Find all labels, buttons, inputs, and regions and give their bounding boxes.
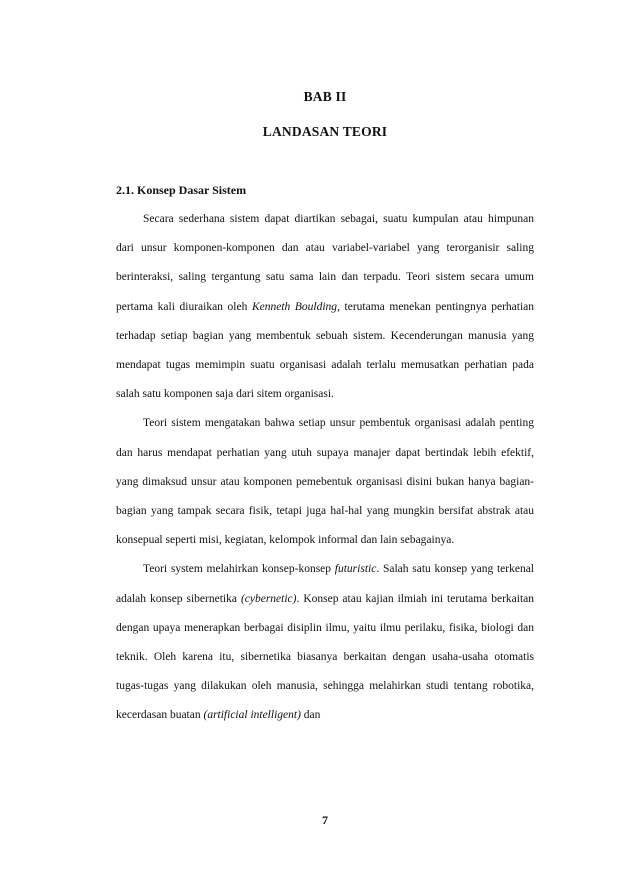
paragraph-1-text-1: Secara sederhana sistem dapat diartikan sebagai, suatu kumpulan atau himpunan dari unsur komponen-komponen dan atau variabel-variabel yang terorganisir saling berinteraksi, saling tergantung satu sama lain dan terpadu. Teori sistem secara umum pertama kali diuraikan oleh <box>116 213 534 313</box>
paragraph-3-text-1: Teori system melahirkan konsep-konsep <box>143 563 335 576</box>
paragraph-3-text-3: . Konsep atau kajian ilmiah ini terutama berkaitan dengan upaya menerapkan berbagai disiplin ilmu, yaitu ilmu perilaku, fisika, biologi dan teknik. Oleh karena itu, sibernetika biasanya berkaitan dengan usaha-usaha otomatis tugas-tugas yang dilakukan oleh manusia, sehingga melahirkan studi tentang robotika, kecerdasan buatan <box>116 592 535 722</box>
paragraph-2 <box>116 409 534 555</box>
author-name-emphasis: Kenneth Boulding <box>251 300 338 313</box>
body-text <box>116 205 534 731</box>
paragraph-3 <box>116 555 534 730</box>
paragraph-1 <box>116 205 534 409</box>
section-heading: 2.1. Konsep Dasar Sistem <box>116 183 247 197</box>
page-number: 7 <box>322 813 328 827</box>
artificial-intelligent-emphasis: (artificial intelligent) <box>203 709 301 722</box>
cybernetic-emphasis: (cybernetic) <box>240 592 297 605</box>
chapter-number: BAB II <box>303 89 347 104</box>
chapter-title: LANDASAN TEORI <box>262 124 388 139</box>
paragraph-3-text-2: . Salah satu konsep yang terkenal adalah konsep sibernetika <box>116 563 534 605</box>
paragraph-1-text-2: , terutama menekan pentingnya perhatian terhadap setiap bagian yang membentuk sebuah sistem. Kecenderungan manusia yang mendapat tugas memimpin suatu organisasi adalah terlalu memusatkan perhatian pada salah satu komponen saja dari sitem organisasi. <box>116 300 534 401</box>
paragraph-3-text-4: dan <box>300 709 321 722</box>
paragraph-2-text-1: Teori sistem mengatakan bahwa setiap unsur pembentuk organisasi adalah penting dan harus mendapat perhatian yang utuh supaya manajer dapat bertindak lebih efektif, yang dimaksud unsur atau komponen pemebentuk organisasi disini bukan hanya bagian-bagian yang tampak secara fisik, tetapi juga hal-hal yang mungkin bersifat abstrak atau konsepual seperti misi, kegiatan, kelompok informal dan lain sebagainya. <box>116 417 534 547</box>
futuristic-emphasis: futuristic <box>334 563 377 576</box>
